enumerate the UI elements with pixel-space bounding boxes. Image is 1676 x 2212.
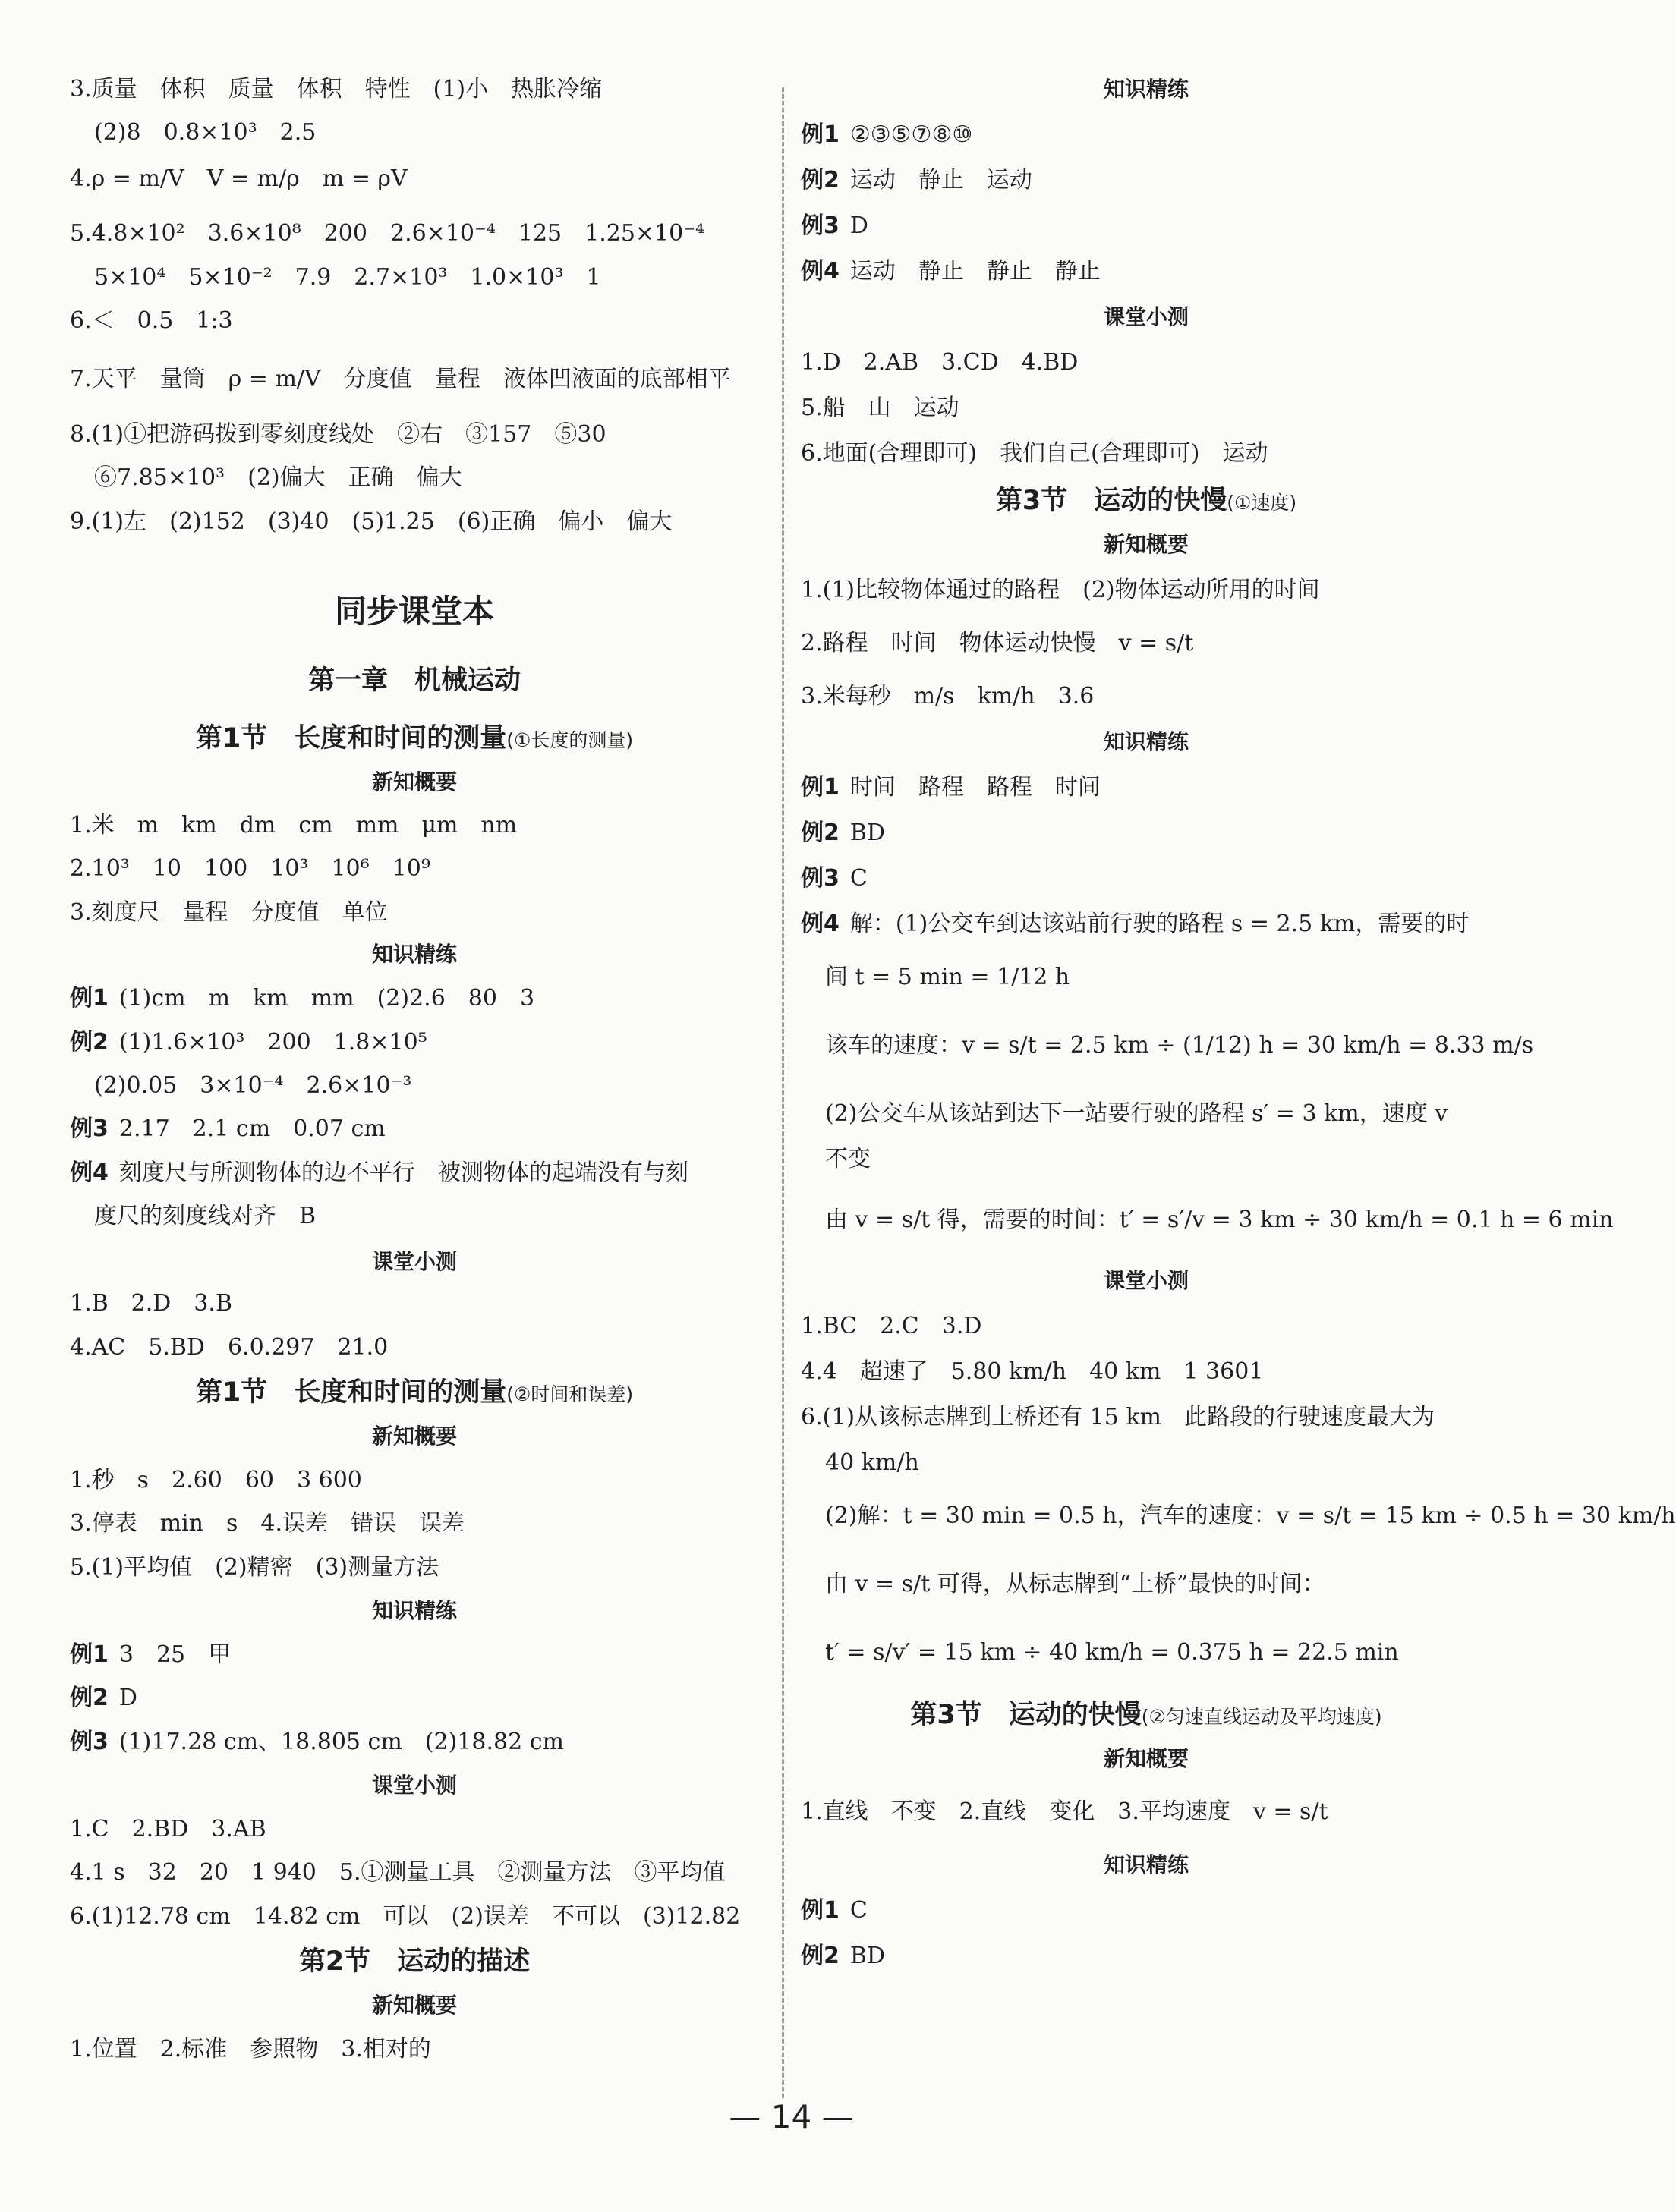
example-line xyxy=(70,1106,386,1152)
example-line xyxy=(801,1888,868,1934)
subhead-xinzhi: 新知概要 xyxy=(371,1424,457,1449)
section-title: 第2节 运动的描述 xyxy=(298,1946,531,1977)
column-divider xyxy=(782,87,784,2098)
answer-line: 1.直线 不变 2.直线 变化 3.平均速度 v = s/t xyxy=(801,1798,1328,1825)
example-label: 例1 xyxy=(70,985,109,1012)
example-answer: C xyxy=(849,1897,868,1924)
example-label: 例1 xyxy=(801,774,840,801)
example-answer: 运动 静止 运动 xyxy=(849,167,1032,194)
answer-line: 3.刻度尺 量程 分度值 单位 xyxy=(70,899,388,926)
subhead-jinglian: 知识精练 xyxy=(371,1598,457,1623)
page-number: — 14 — xyxy=(729,2098,854,2135)
subhead-xinzhi: 新知概要 xyxy=(371,1993,457,2018)
example-line xyxy=(70,1720,564,1765)
example-label: 例3 xyxy=(70,1729,109,1755)
example-label: 例4 xyxy=(801,911,840,937)
answer-line: 1.BC 2.C 3.D xyxy=(801,1313,982,1339)
answer-line: 2.10³ 10 100 10³ 10⁶ 10⁹ xyxy=(70,855,430,882)
answer-line: 5.(1)平均值 (2)精密 (3)测量方法 xyxy=(70,1554,439,1581)
section-title-text: 第1节 长度和时间的测量 xyxy=(195,723,507,754)
answer-line: 4.4 超速了 5.80 km/h 40 km 1 3601 xyxy=(801,1358,1264,1385)
example-answer: D xyxy=(118,1685,137,1711)
example-label: 例2 xyxy=(801,820,840,846)
answer-line: 5.4.8×10² 3.6×10⁸ 200 2.6×10⁻⁴ 125 1.25×10⁻⁴ xyxy=(70,220,705,247)
answer-line: ⑥7.85×10³ (2)偏大 正确 偏大 xyxy=(94,464,462,491)
subhead-xinzhi: 新知概要 xyxy=(371,769,457,794)
subhead-ketang: 课堂小测 xyxy=(371,1249,457,1274)
solution-line: t′ = s/v′ = 15 km ÷ 40 km/h = 0.375 h = 22.5 min xyxy=(825,1639,1399,1666)
answer-line: 6.地面(合理即可) 我们自己(合理即可) 运动 xyxy=(801,440,1268,467)
example-label: 例1 xyxy=(70,1641,109,1668)
subhead-xinzhi: 新知概要 xyxy=(1103,1746,1189,1771)
example-label: 例2 xyxy=(801,1943,840,1969)
example-answer: 2.17 2.1 cm 0.07 cm xyxy=(118,1115,386,1142)
example-line xyxy=(801,856,868,901)
example-line xyxy=(801,901,1469,947)
example-label: 例3 xyxy=(801,865,840,892)
answer-line: 1.秒 s 2.60 60 3 600 xyxy=(70,1467,362,1493)
section-title-text: 第1节 长度和时间的测量 xyxy=(195,1377,507,1408)
solution-line: (2)解：t = 30 min = 0.5 h，汽车的速度：v = s/t = 15 km ÷ 0.5 h = 30 km/h xyxy=(825,1502,1676,1529)
example-label: 例2 xyxy=(70,1029,109,1056)
solution-line: 不变 xyxy=(825,1146,871,1172)
answer-line: 3.停表 min s 4.误差 错误 误差 xyxy=(70,1510,465,1537)
answer-line: 6.(1)从该标志牌到上桥还有 15 km 此路段的行驶速度最大为 xyxy=(801,1404,1435,1430)
section-subtitle: (②匀速直线运动及平均速度) xyxy=(1141,1706,1382,1728)
example-answer: C xyxy=(849,865,868,892)
example-label: 例4 xyxy=(70,1159,109,1186)
example-line xyxy=(70,1632,231,1678)
answer-line: 7.天平 量筒 ρ = m/V 分度值 量程 液体凹液面的底部相平 xyxy=(70,366,731,392)
example-label: 例2 xyxy=(801,167,840,194)
answer-line: 1.B 2.D 3.B xyxy=(70,1290,233,1317)
answer-line: 1.D 2.AB 3.CD 4.BD xyxy=(801,349,1079,376)
subhead-ketang: 课堂小测 xyxy=(1103,304,1189,329)
section-subtitle: (①长度的测量) xyxy=(506,729,634,751)
example-line xyxy=(801,249,1101,294)
section-subtitle: (①速度) xyxy=(1227,492,1297,514)
answer-line: (2)0.05 3×10⁻⁴ 2.6×10⁻³ xyxy=(94,1072,412,1099)
example-answer: 解：(1)公交车到达该站前行驶的路程 s = 2.5 km，需要的时 xyxy=(849,911,1470,937)
example-line xyxy=(801,112,972,158)
answer-line: 3.质量 体积 质量 体积 特性 (1)小 热胀冷缩 xyxy=(70,76,603,102)
solution-line: 由 v = s/t 可得，从标志牌到“上桥”最快的时间： xyxy=(825,1571,1325,1597)
example-answer: D xyxy=(849,212,868,239)
subhead-ketang: 课堂小测 xyxy=(371,1773,457,1798)
example-line xyxy=(801,203,868,249)
answer-line: 1.(1)比较物体通过的路程 (2)物体运动所用的时间 xyxy=(801,577,1320,603)
example-answer: (1)17.28 cm、18.805 cm (2)18.82 cm xyxy=(118,1729,564,1755)
example-line xyxy=(70,1020,427,1065)
answer-line: 6.＜ 0.5 1:3 xyxy=(70,307,233,334)
example-line xyxy=(70,976,534,1021)
example-label: 例3 xyxy=(801,212,840,239)
section-title xyxy=(70,1368,759,1417)
solution-line: 间 t = 5 min = 1/12 h xyxy=(825,964,1070,990)
section-title-text: 第3节 运动的快慢 xyxy=(995,486,1227,516)
answer-line: 度尺的刻度线对齐 B xyxy=(94,1203,317,1229)
answer-line: (2)8 0.8×10³ 2.5 xyxy=(94,119,317,146)
example-answer: 刻度尺与所测物体的边不平行 被测物体的起端没有与刻 xyxy=(118,1159,688,1186)
example-answer: ②③⑤⑦⑧⑩ xyxy=(849,121,973,148)
subhead-xinzhi: 新知概要 xyxy=(1103,532,1189,557)
answer-line: 4.ρ = m/V V = m/ρ m = ρV xyxy=(70,165,408,192)
book-title: 同步课堂本 xyxy=(334,593,494,630)
subhead-jinglian: 知识精练 xyxy=(1103,729,1189,754)
answer-line: 4.AC 5.BD 6.0.297 21.0 xyxy=(70,1334,389,1361)
example-answer: 运动 静止 静止 静止 xyxy=(849,258,1101,285)
example-answer: 3 25 甲 xyxy=(118,1641,232,1668)
example-label: 例1 xyxy=(801,1897,840,1924)
example-label: 例3 xyxy=(70,1115,109,1142)
section-title xyxy=(801,477,1492,525)
answer-line: 40 km/h xyxy=(825,1449,919,1476)
example-answer: 时间 路程 路程 时间 xyxy=(849,774,1101,801)
solution-line: 该车的速度：v = s/t = 2.5 km ÷ (1/12) h = 30 km/h = 8.33 m/s xyxy=(825,1032,1534,1059)
answer-line: 3.米每秒 m/s km/h 3.6 xyxy=(801,683,1095,710)
answer-line: 5.船 山 运动 xyxy=(801,395,959,421)
example-label: 例1 xyxy=(801,121,840,148)
example-answer: BD xyxy=(849,1943,885,1969)
subhead-ketang: 课堂小测 xyxy=(1103,1268,1189,1293)
chapter-title: 第一章 机械运动 xyxy=(307,665,521,696)
example-label: 例2 xyxy=(70,1685,109,1711)
answer-line: 6.(1)12.78 cm 14.82 cm 可以 (2)误差 不可以 (3)12.82 xyxy=(70,1903,741,1930)
answer-line: 1.位置 2.标准 参照物 3.相对的 xyxy=(70,2036,431,2063)
section-title xyxy=(801,1691,1492,1739)
example-label: 例4 xyxy=(801,258,840,285)
answer-line: 5×10⁴ 5×10⁻² 7.9 2.7×10³ 1.0×10³ 1 xyxy=(94,264,601,291)
subhead-jinglian: 知识精练 xyxy=(371,942,457,967)
answer-line: 8.(1)①把游码拨到零刻度线处 ②右 ③157 ⑤30 xyxy=(70,421,606,448)
example-answer: (1)1.6×10³ 200 1.8×10⁵ xyxy=(118,1029,427,1056)
example-line xyxy=(801,765,1101,810)
section-title xyxy=(70,714,759,763)
section-subtitle: (②时间和误差) xyxy=(506,1383,634,1405)
subhead-jinglian: 知识精练 xyxy=(1103,1852,1189,1877)
example-answer: BD xyxy=(849,820,885,846)
answer-line: 1.C 2.BD 3.AB xyxy=(70,1816,266,1842)
example-line xyxy=(801,158,1032,203)
answer-line: 1.米 m km dm cm mm μm nm xyxy=(70,812,518,839)
example-line xyxy=(70,1150,688,1196)
section-title-text: 第3节 运动的快慢 xyxy=(910,1700,1142,1730)
solution-line: (2)公交车从该站到达下一站要行驶的路程 s′ = 3 km，速度 v xyxy=(825,1100,1448,1127)
subhead-jinglian: 知识精练 xyxy=(1103,77,1189,102)
solution-line: 由 v = s/t 得，需要的时间：t′ = s′/v = 3 km ÷ 30 km/h = 0.1 h = 6 min xyxy=(825,1207,1614,1233)
answer-line: 4.1 s 32 20 1 940 5.①测量工具 ②测量方法 ③平均值 xyxy=(70,1859,726,1886)
answer-line: 2.路程 时间 物体运动快慢 v = s/t xyxy=(801,630,1194,656)
example-answer: (1)cm m km mm (2)2.6 80 3 xyxy=(118,985,535,1012)
example-line xyxy=(70,1676,137,1721)
example-line xyxy=(801,1934,885,1979)
answer-line: 9.(1)左 (2)152 (3)40 (5)1.25 (6)正确 偏小 偏大 xyxy=(70,508,673,535)
example-line xyxy=(801,810,885,856)
